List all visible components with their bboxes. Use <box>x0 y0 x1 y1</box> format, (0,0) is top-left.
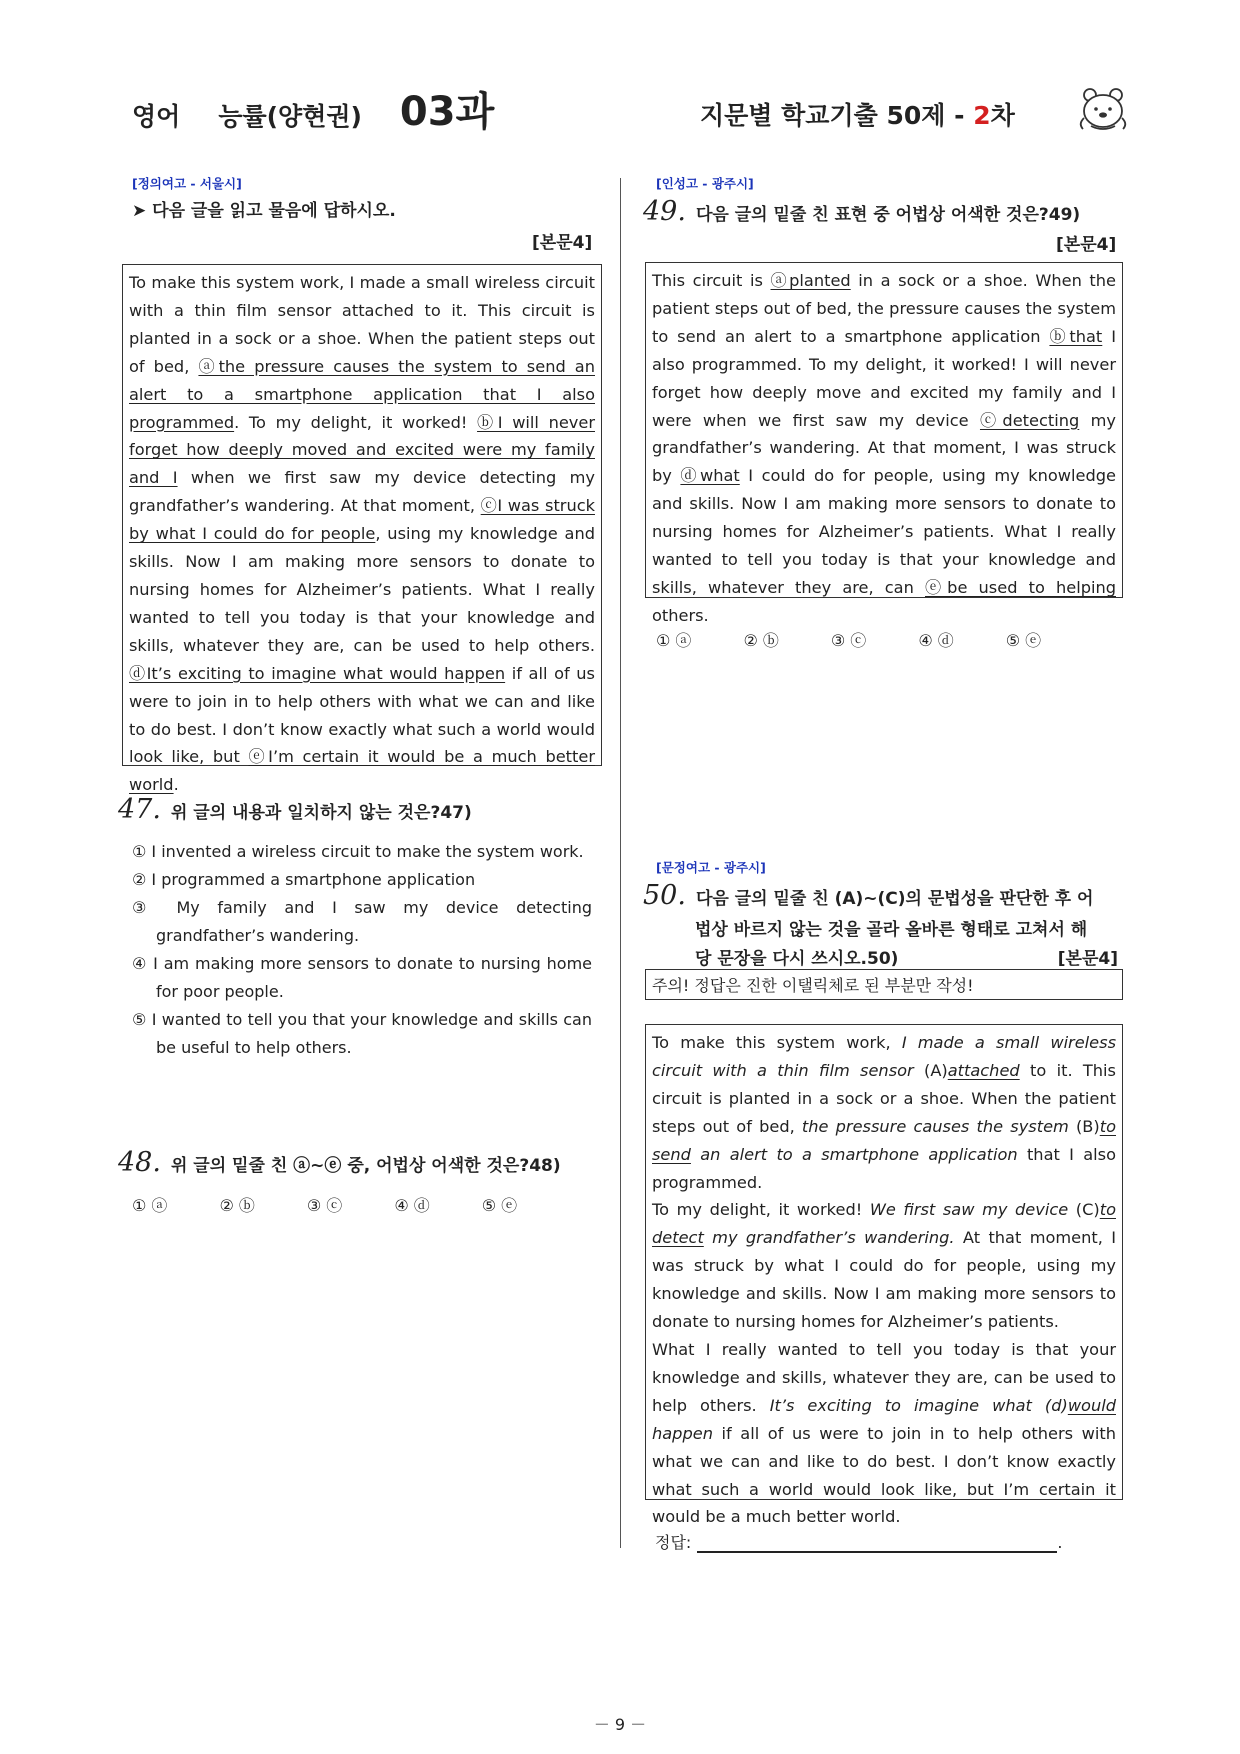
q48-choice[interactable]: ③ ⓒ <box>306 1196 343 1215</box>
passage-text: my grandfather’s wandering. At that moment, I was struck by <box>652 410 1117 486</box>
q47-number: 47. <box>118 794 161 825</box>
answer-label: 정답: <box>655 1533 692 1552</box>
underlined-phrase: would <box>1067 1395 1116 1415</box>
q49-passage-box <box>645 262 1123 625</box>
underlined-phrase: ⓐplanted <box>770 271 851 290</box>
q50-paragraph-2 <box>652 1196 1116 1336</box>
underlined-phrase: ⓔI’m certain it would be a much better world <box>129 747 595 795</box>
q50-text-line2: 법상 바르지 않는 것을 골라 올바른 형태로 고쳐서 해 <box>695 920 1088 940</box>
series-round-suffix: 차 <box>990 101 1015 130</box>
series-round-num: 2 <box>973 101 991 130</box>
q47-option[interactable]: ⑤ I wanted to tell you that your knowledge and skills can be useful to help others. <box>132 1010 592 1057</box>
passage-text: This circuit is <box>652 271 771 290</box>
passage-text: an alert to a smartphone application <box>690 1144 1018 1164</box>
passage-text: in a sock or a shoe. When the patient steps out of bed, the pressure causes the system to send an alert to a smartphone application <box>652 271 1116 346</box>
page-number: － 9 － <box>593 1715 647 1734</box>
passage-text: To make this system work, I made a small wireless circuit with a thin film sensor attached to it. This circuit is planted in a sock or a shoe. When the patient steps out of bed, <box>129 273 595 376</box>
passage-text: to it. This circuit is planted in a sock or a shoe. When the patient steps out of bed, <box>652 1060 1116 1136</box>
column-divider <box>620 178 621 1548</box>
underlined-phrase: to send <box>652 1116 1116 1164</box>
passage-text: . To my delight, it worked! <box>234 412 478 432</box>
passage-text: (C) <box>1075 1200 1100 1220</box>
q47-option[interactable]: ④ I am making more sensors to donate to nursing home for poor people. <box>132 954 592 1001</box>
q49-choice[interactable]: ④ ⓓ <box>918 631 954 650</box>
q49-tag: [본문4] <box>1056 235 1117 255</box>
q50-passage-box <box>645 1024 1123 1527</box>
passage-text: It’s exciting to imagine what <box>769 1395 1045 1415</box>
q50-tag: [본문4] <box>1057 949 1118 969</box>
left-passage-box <box>122 264 602 795</box>
underlined-phrase: to detect <box>652 1200 1116 1248</box>
passage-text: happen <box>652 1423 713 1443</box>
q50-paragraph-3 <box>652 1336 1116 1531</box>
q48-choices <box>132 1193 569 1216</box>
q50-note: 주의! 정답은 진한 이탤릭체로 된 부분만 작성! <box>645 969 1123 1000</box>
q50-text-line3: 당 문장을 다시 쓰시오.50) <box>695 949 899 969</box>
underlined-phrase: ⓐthe pressure causes the system to send an alert to a smartphone application that I also programmed <box>129 356 595 432</box>
q48-choice[interactable]: ⑤ ⓔ <box>481 1196 518 1215</box>
q49-text: 다음 글의 밑줄 친 표현 중 어법상 어색한 것은?49) <box>695 205 1081 225</box>
passage-text: I could do for people, using my knowledge and skills. Now I am making more sensors to donate to nursing homes for Alzheimer’s patients. What I really wanted to tell you today is that your knowledge and skills, whatever they are, can <box>652 466 1116 597</box>
passage-text: What I really wanted to tell you today is that your knowledge and skills, whatever they are, can be used to help others. <box>652 1339 1116 1415</box>
subject-label: 영어 <box>132 102 181 131</box>
q50-paragraph-1 <box>652 1029 1116 1196</box>
q50-number: 50. <box>643 880 686 911</box>
passage-text: others. <box>652 605 709 625</box>
passage-text: that I also programmed. <box>652 1144 1116 1192</box>
answer-blank[interactable] <box>697 1533 1057 1553</box>
passage-text: (B) <box>1075 1116 1100 1136</box>
q47-option[interactable]: ② I programmed a smartphone application <box>132 870 476 889</box>
q47-options <box>132 838 592 1062</box>
passage-text: my grandfather’s wandering. <box>703 1228 955 1248</box>
q49-number: 49. <box>643 196 686 227</box>
underlined-phrase: attached <box>947 1060 1020 1080</box>
underlined-phrase: ⓓwhat <box>680 466 740 486</box>
q50-source: [문정여고 - 광주시] <box>656 860 766 875</box>
answer-end: . <box>1057 1533 1063 1552</box>
underlined-phrase: ⓔbe used to helping <box>925 577 1116 597</box>
q47-heading <box>118 794 472 825</box>
q48-choice[interactable]: ① ⓐ <box>132 1196 168 1215</box>
underlined-phrase: ⓒdetecting <box>979 410 1080 430</box>
series-title <box>700 96 1015 132</box>
q49-heading <box>643 196 1080 227</box>
q48-choice[interactable]: ④ ⓓ <box>394 1196 430 1215</box>
passage-text: , using my knowledge and skills. Now I am making more sensors to donate to nursing homes for Alzheimer’s patients. What I really wanted to tell you today is that your knowledge and skills, whatever they are, can be used to help others. <box>129 524 595 655</box>
passage-text: (d) <box>1044 1395 1068 1415</box>
passage-text: I also programmed. To my delight, it worked! I will never forget how deeply move and excited my family and I were when we first saw my device <box>652 326 1117 430</box>
q47-option[interactable]: ③ My family and I saw my device detecting grandfather’s wandering. <box>132 898 592 945</box>
q48-text: 위 글의 밑줄 친 ⓐ~ⓔ 중, 어법상 어색한 것은?48) <box>170 1156 561 1176</box>
left-instruction: ➤ 다음 글을 읽고 물음에 답하시오. <box>132 201 396 221</box>
underlined-phrase: ⓒI was struck by what I could do for people <box>129 496 595 544</box>
lesson-label: 03과 <box>399 89 495 135</box>
q48-heading <box>118 1147 561 1178</box>
q47-option[interactable]: ① I invented a wireless circuit to make the system work. <box>132 842 584 861</box>
q48-number: 48. <box>118 1147 161 1178</box>
book-label: 능률(양현권) <box>218 102 362 131</box>
passage-text: To my delight, it worked! <box>652 1200 870 1220</box>
passage-text: if all of us were to join in to help others with what we can and like to do best. I don’t know exactly what such a world would look like, but I’m certain it would be a much better world. <box>652 1423 1116 1527</box>
passage-text: . <box>173 775 179 795</box>
passage-text: when we first saw my device detecting my grandfather’s wandering. At that moment, <box>129 468 595 516</box>
underlined-phrase: ⓑI will never forget how deeply moved and excited were my family and I <box>129 412 595 488</box>
q49-source: [인성고 - 광주시] <box>656 176 754 191</box>
q49-choice[interactable]: ② ⓑ <box>743 631 779 650</box>
q49-choice[interactable]: ⑤ ⓔ <box>1005 631 1042 650</box>
passage-text: We first saw my device <box>869 1200 1076 1220</box>
passage-text: I made a small wireless circuit with a thin film sensor <box>652 1033 1116 1080</box>
underlined-phrase: ⓓIt’s exciting to imagine what would happen <box>129 663 506 683</box>
q49-choice[interactable]: ① ⓐ <box>656 631 692 650</box>
q50-text-line3-row <box>695 944 1118 969</box>
left-tag: [본문4] <box>532 233 593 253</box>
q50-heading <box>643 880 1118 969</box>
q49-choices <box>656 628 1093 651</box>
q50-text-line1: 다음 글의 밑줄 친 (A)~(C)의 문법성을 판단한 후 어 <box>695 889 1094 909</box>
q48-choice[interactable]: ② ⓑ <box>219 1196 255 1215</box>
passage-text: At that moment, I was struck by what I could do for people, using my knowledge and skills. Now I am making more sensors to donate to nursing homes for Alzheimer’s patients. <box>652 1228 1116 1332</box>
passage-text: To make this system work, <box>652 1033 902 1052</box>
bear-face-icon <box>1075 84 1131 134</box>
passage-text: if all of us were to join in to help others with what we can and like to do best. I don’t know exactly what such a world would look like, but <box>129 663 595 767</box>
left-source: [정의여고 - 서울시] <box>132 176 242 191</box>
series-prefix: 지문별 학교기출 50제 - <box>700 101 974 130</box>
passage-text: (A) <box>924 1060 948 1080</box>
passage-text: the pressure causes the system <box>801 1116 1076 1136</box>
q49-choice[interactable]: ③ ⓒ <box>830 631 867 650</box>
header-left <box>132 80 494 137</box>
underlined-phrase: ⓑthat <box>1049 326 1103 346</box>
q50-answer-row <box>655 1530 1062 1553</box>
q47-text: 위 글의 내용과 일치하지 않는 것은?47) <box>170 803 472 823</box>
